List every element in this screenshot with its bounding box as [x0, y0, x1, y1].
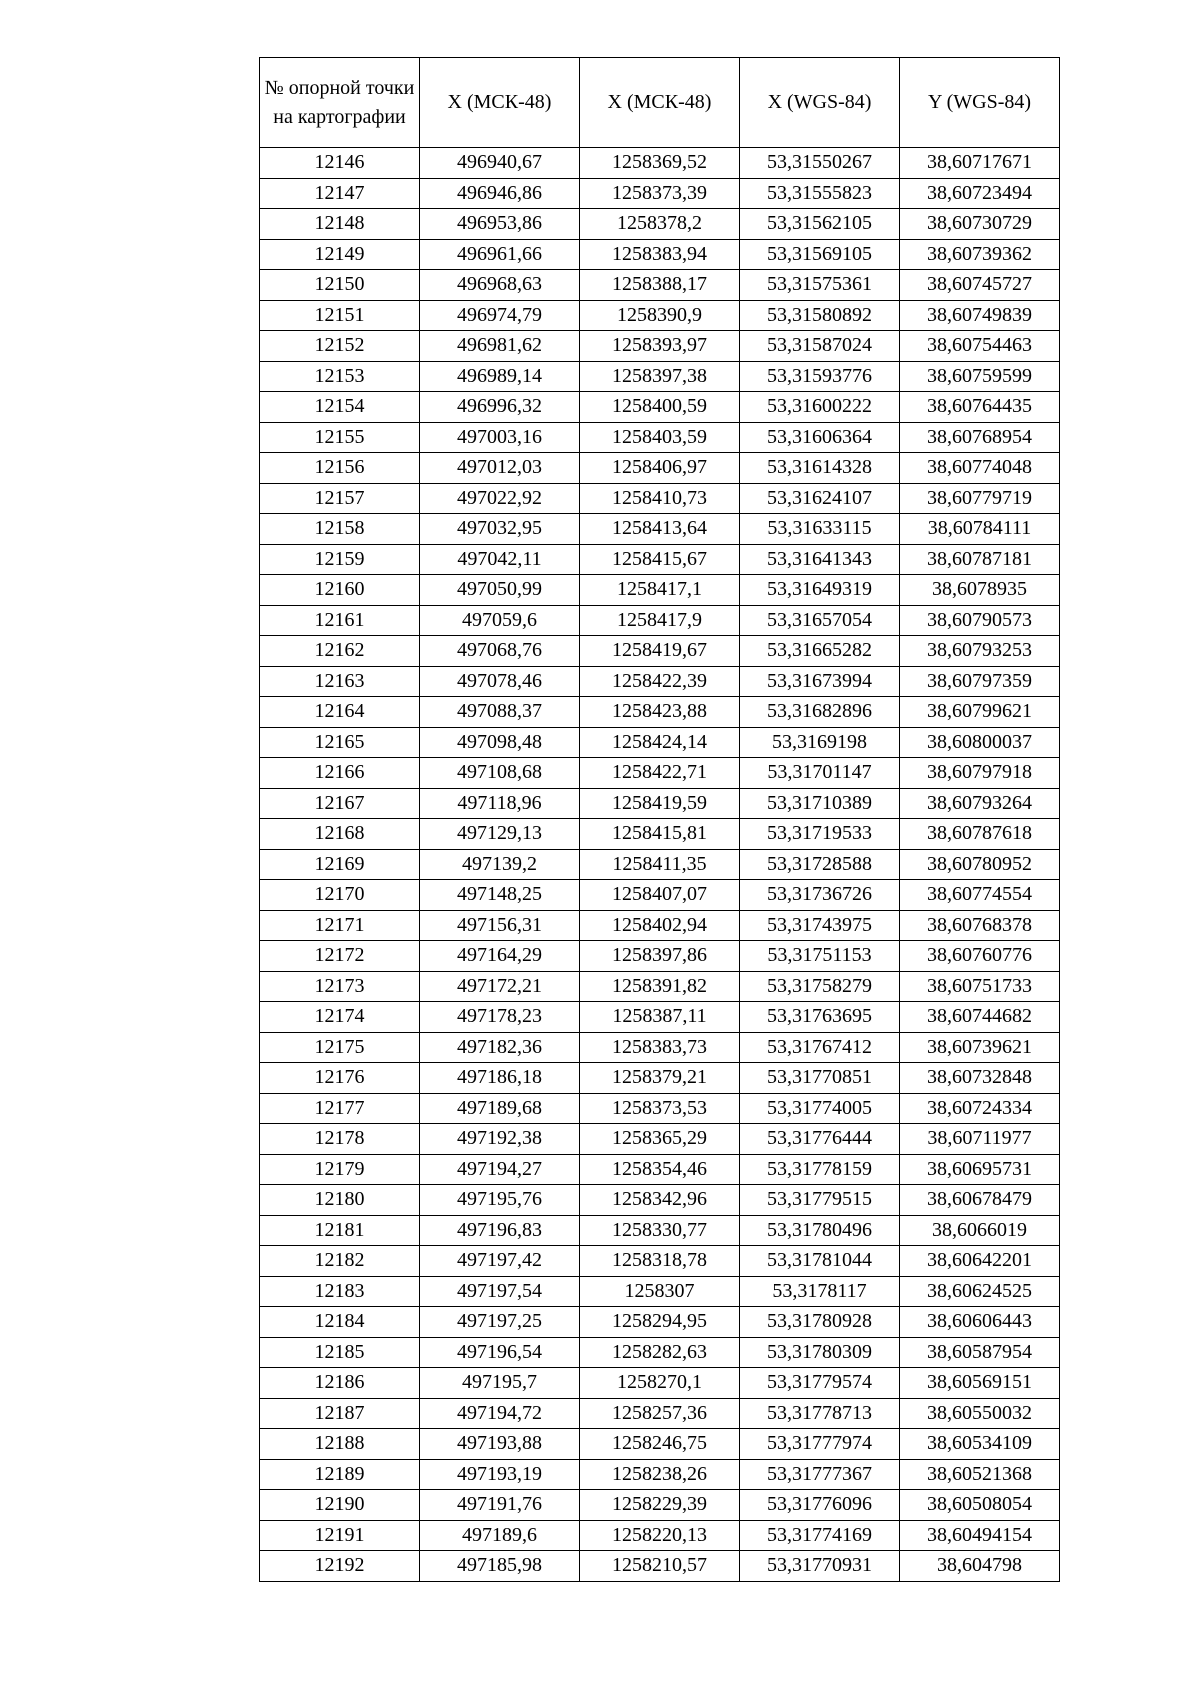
- cell-x-wgs84: 53,31751153: [740, 941, 900, 972]
- table-row: [260, 880, 1060, 911]
- cell-y-wgs84: 38,60494154: [900, 1520, 1060, 1551]
- cell-x-wgs84: 53,3169198: [740, 727, 900, 758]
- cell-point-number: 12160: [260, 575, 420, 606]
- table-row: [260, 1307, 1060, 1338]
- cell-point-number: 12190: [260, 1490, 420, 1521]
- cell-x-msk48: 497197,54: [420, 1276, 580, 1307]
- cell-x-msk48-second: 1258270,1: [580, 1368, 740, 1399]
- cell-y-wgs84: 38,60774554: [900, 880, 1060, 911]
- cell-point-number: 12173: [260, 971, 420, 1002]
- cell-x-wgs84: 53,31767412: [740, 1032, 900, 1063]
- table-row: [260, 300, 1060, 331]
- cell-x-msk48-second: 1258413,64: [580, 514, 740, 545]
- cell-x-wgs84: 53,31614328: [740, 453, 900, 484]
- cell-x-msk48-second: 1258422,71: [580, 758, 740, 789]
- cell-y-wgs84: 38,60642201: [900, 1246, 1060, 1277]
- cell-x-wgs84: 53,31777367: [740, 1459, 900, 1490]
- cell-x-wgs84: 53,31606364: [740, 422, 900, 453]
- cell-x-wgs84: 53,31770931: [740, 1551, 900, 1582]
- cell-x-msk48: 497193,19: [420, 1459, 580, 1490]
- cell-point-number: 12167: [260, 788, 420, 819]
- cell-x-wgs84: 53,31593776: [740, 361, 900, 392]
- header-x-wgs84: X (WGS-84): [740, 58, 900, 148]
- table-row: [260, 453, 1060, 484]
- cell-point-number: 12187: [260, 1398, 420, 1429]
- cell-point-number: 12176: [260, 1063, 420, 1094]
- cell-x-wgs84: 53,31781044: [740, 1246, 900, 1277]
- cell-x-msk48: 496974,79: [420, 300, 580, 331]
- cell-y-wgs84: 38,60624525: [900, 1276, 1060, 1307]
- cell-x-wgs84: 53,31780309: [740, 1337, 900, 1368]
- cell-x-wgs84: 53,31780928: [740, 1307, 900, 1338]
- cell-x-msk48: 497196,83: [420, 1215, 580, 1246]
- cell-x-msk48: 497186,18: [420, 1063, 580, 1094]
- header-x-msk48-second: X (МСК-48): [580, 58, 740, 148]
- table-row: [260, 422, 1060, 453]
- cell-y-wgs84: 38,60744682: [900, 1002, 1060, 1033]
- cell-x-msk48-second: 1258282,63: [580, 1337, 740, 1368]
- table-row: [260, 1276, 1060, 1307]
- cell-y-wgs84: 38,60799621: [900, 697, 1060, 728]
- cell-point-number: 12179: [260, 1154, 420, 1185]
- cell-point-number: 12189: [260, 1459, 420, 1490]
- cell-x-msk48: 497098,48: [420, 727, 580, 758]
- cell-x-msk48: 497197,25: [420, 1307, 580, 1338]
- cell-x-msk48-second: 1258406,97: [580, 453, 740, 484]
- table-row: [260, 1490, 1060, 1521]
- header-y-wgs84: Y (WGS-84): [900, 58, 1060, 148]
- table-row: [260, 1520, 1060, 1551]
- table-row: [260, 148, 1060, 179]
- cell-point-number: 12165: [260, 727, 420, 758]
- cell-x-msk48: 497191,76: [420, 1490, 580, 1521]
- table-row: [260, 1154, 1060, 1185]
- cell-x-wgs84: 53,31575361: [740, 270, 900, 301]
- cell-x-msk48-second: 1258391,82: [580, 971, 740, 1002]
- cell-y-wgs84: 38,60779719: [900, 483, 1060, 514]
- cell-point-number: 12172: [260, 941, 420, 972]
- cell-y-wgs84: 38,60695731: [900, 1154, 1060, 1185]
- cell-y-wgs84: 38,60768378: [900, 910, 1060, 941]
- cell-x-msk48: 497178,23: [420, 1002, 580, 1033]
- cell-y-wgs84: 38,60787181: [900, 544, 1060, 575]
- cell-x-wgs84: 53,31600222: [740, 392, 900, 423]
- header-x-msk48: X (МСК-48): [420, 58, 580, 148]
- cell-x-msk48: 497194,27: [420, 1154, 580, 1185]
- cell-x-msk48-second: 1258419,59: [580, 788, 740, 819]
- cell-x-msk48-second: 1258387,11: [580, 1002, 740, 1033]
- table-row: [260, 239, 1060, 270]
- table-row: [260, 209, 1060, 240]
- cell-y-wgs84: 38,60534109: [900, 1429, 1060, 1460]
- table-row: [260, 758, 1060, 789]
- cell-x-wgs84: 53,31682896: [740, 697, 900, 728]
- table-row: [260, 788, 1060, 819]
- cell-point-number: 12181: [260, 1215, 420, 1246]
- cell-x-msk48: 497193,88: [420, 1429, 580, 1460]
- table-row: [260, 666, 1060, 697]
- cell-point-number: 12156: [260, 453, 420, 484]
- cell-x-msk48-second: 1258417,1: [580, 575, 740, 606]
- table-row: [260, 1185, 1060, 1216]
- cell-x-msk48: 496946,86: [420, 178, 580, 209]
- cell-y-wgs84: 38,60774048: [900, 453, 1060, 484]
- table-row: [260, 1093, 1060, 1124]
- table-body: [260, 148, 1060, 1582]
- cell-point-number: 12185: [260, 1337, 420, 1368]
- cell-x-wgs84: 53,31569105: [740, 239, 900, 270]
- table-row: [260, 1215, 1060, 1246]
- cell-y-wgs84: 38,60723494: [900, 178, 1060, 209]
- cell-x-msk48: 497012,03: [420, 453, 580, 484]
- cell-x-msk48-second: 1258369,52: [580, 148, 740, 179]
- cell-y-wgs84: 38,60508054: [900, 1490, 1060, 1521]
- cell-y-wgs84: 38,60587954: [900, 1337, 1060, 1368]
- cell-y-wgs84: 38,60550032: [900, 1398, 1060, 1429]
- cell-x-msk48: 497189,6: [420, 1520, 580, 1551]
- cell-x-msk48: 497108,68: [420, 758, 580, 789]
- cell-x-msk48-second: 1258407,07: [580, 880, 740, 911]
- table-row: [260, 331, 1060, 362]
- table-row: [260, 1429, 1060, 1460]
- table-row: [260, 575, 1060, 606]
- cell-x-msk48-second: 1258415,67: [580, 544, 740, 575]
- cell-point-number: 12157: [260, 483, 420, 514]
- table-row: [260, 1551, 1060, 1582]
- table-row: [260, 1246, 1060, 1277]
- cell-x-msk48: 497059,6: [420, 605, 580, 636]
- table-row: [260, 1337, 1060, 1368]
- cell-x-msk48-second: 1258411,35: [580, 849, 740, 880]
- cell-x-msk48-second: 1258294,95: [580, 1307, 740, 1338]
- cell-point-number: 12147: [260, 178, 420, 209]
- cell-y-wgs84: 38,60739362: [900, 239, 1060, 270]
- cell-point-number: 12158: [260, 514, 420, 545]
- table-row: [260, 1032, 1060, 1063]
- header-point-number: № опорной точки на картографии: [260, 58, 420, 148]
- cell-x-msk48: 497003,16: [420, 422, 580, 453]
- table-row: [260, 1368, 1060, 1399]
- cell-x-msk48-second: 1258354,46: [580, 1154, 740, 1185]
- cell-x-msk48-second: 1258417,9: [580, 605, 740, 636]
- cell-y-wgs84: 38,60521368: [900, 1459, 1060, 1490]
- cell-point-number: 12151: [260, 300, 420, 331]
- cell-x-msk48: 496953,86: [420, 209, 580, 240]
- cell-point-number: 12159: [260, 544, 420, 575]
- cell-x-msk48-second: 1258397,86: [580, 941, 740, 972]
- cell-x-msk48-second: 1258383,94: [580, 239, 740, 270]
- cell-x-wgs84: 53,31673994: [740, 666, 900, 697]
- cell-x-wgs84: 53,31710389: [740, 788, 900, 819]
- cell-x-msk48-second: 1258378,2: [580, 209, 740, 240]
- cell-x-msk48: 497156,31: [420, 910, 580, 941]
- cell-point-number: 12163: [260, 666, 420, 697]
- cell-y-wgs84: 38,6066019: [900, 1215, 1060, 1246]
- cell-point-number: 12192: [260, 1551, 420, 1582]
- cell-point-number: 12184: [260, 1307, 420, 1338]
- cell-x-msk48: 497068,76: [420, 636, 580, 667]
- cell-x-msk48: 497172,21: [420, 971, 580, 1002]
- table-row: [260, 514, 1060, 545]
- cell-point-number: 12152: [260, 331, 420, 362]
- cell-point-number: 12164: [260, 697, 420, 728]
- cell-point-number: 12150: [260, 270, 420, 301]
- cell-y-wgs84: 38,60732848: [900, 1063, 1060, 1094]
- cell-x-msk48-second: 1258238,26: [580, 1459, 740, 1490]
- cell-x-msk48-second: 1258415,81: [580, 819, 740, 850]
- cell-x-msk48: 497032,95: [420, 514, 580, 545]
- cell-x-wgs84: 53,31562105: [740, 209, 900, 240]
- cell-x-msk48-second: 1258383,73: [580, 1032, 740, 1063]
- cell-y-wgs84: 38,60759599: [900, 361, 1060, 392]
- cell-x-msk48-second: 1258424,14: [580, 727, 740, 758]
- cell-x-msk48: 497118,96: [420, 788, 580, 819]
- cell-point-number: 12178: [260, 1124, 420, 1155]
- cell-x-msk48: 497042,11: [420, 544, 580, 575]
- cell-y-wgs84: 38,60717671: [900, 148, 1060, 179]
- table-header: [260, 58, 1060, 148]
- cell-y-wgs84: 38,60780952: [900, 849, 1060, 880]
- cell-point-number: 12155: [260, 422, 420, 453]
- cell-y-wgs84: 38,60784111: [900, 514, 1060, 545]
- table-row: [260, 636, 1060, 667]
- cell-y-wgs84: 38,60797918: [900, 758, 1060, 789]
- cell-x-msk48: 496996,32: [420, 392, 580, 423]
- cell-point-number: 12168: [260, 819, 420, 850]
- header-row: [260, 58, 1060, 148]
- cell-y-wgs84: 38,60711977: [900, 1124, 1060, 1155]
- cell-x-msk48-second: 1258403,59: [580, 422, 740, 453]
- cell-x-msk48-second: 1258220,13: [580, 1520, 740, 1551]
- cell-y-wgs84: 38,60760776: [900, 941, 1060, 972]
- cell-y-wgs84: 38,60797359: [900, 666, 1060, 697]
- table-row: [260, 361, 1060, 392]
- cell-x-msk48: 497148,25: [420, 880, 580, 911]
- cell-y-wgs84: 38,60745727: [900, 270, 1060, 301]
- cell-x-wgs84: 53,31777974: [740, 1429, 900, 1460]
- cell-x-wgs84: 53,31550267: [740, 148, 900, 179]
- cell-x-msk48-second: 1258365,29: [580, 1124, 740, 1155]
- cell-y-wgs84: 38,60764435: [900, 392, 1060, 423]
- cell-x-wgs84: 53,31776096: [740, 1490, 900, 1521]
- cell-y-wgs84: 38,60739621: [900, 1032, 1060, 1063]
- cell-point-number: 12162: [260, 636, 420, 667]
- table-row: [260, 178, 1060, 209]
- cell-x-msk48-second: 1258373,53: [580, 1093, 740, 1124]
- table-row: [260, 819, 1060, 850]
- cell-point-number: 12166: [260, 758, 420, 789]
- cell-x-wgs84: 53,31763695: [740, 1002, 900, 1033]
- cell-x-wgs84: 53,3178117: [740, 1276, 900, 1307]
- cell-point-number: 12154: [260, 392, 420, 423]
- cell-point-number: 12148: [260, 209, 420, 240]
- cell-x-msk48-second: 1258210,57: [580, 1551, 740, 1582]
- cell-x-msk48-second: 1258419,67: [580, 636, 740, 667]
- cell-x-wgs84: 53,31657054: [740, 605, 900, 636]
- cell-x-wgs84: 53,31774005: [740, 1093, 900, 1124]
- cell-point-number: 12149: [260, 239, 420, 270]
- cell-y-wgs84: 38,60790573: [900, 605, 1060, 636]
- cell-x-wgs84: 53,31649319: [740, 575, 900, 606]
- cell-point-number: 12186: [260, 1368, 420, 1399]
- cell-point-number: 12175: [260, 1032, 420, 1063]
- cell-x-msk48-second: 1258330,77: [580, 1215, 740, 1246]
- cell-x-wgs84: 53,31743975: [740, 910, 900, 941]
- cell-x-msk48-second: 1258318,78: [580, 1246, 740, 1277]
- table-row: [260, 910, 1060, 941]
- table-row: [260, 1459, 1060, 1490]
- cell-x-wgs84: 53,31641343: [740, 544, 900, 575]
- cell-y-wgs84: 38,60678479: [900, 1185, 1060, 1216]
- cell-x-msk48: 497139,2: [420, 849, 580, 880]
- cell-x-msk48: 497185,98: [420, 1551, 580, 1582]
- cell-x-msk48: 497196,54: [420, 1337, 580, 1368]
- cell-x-msk48-second: 1258379,21: [580, 1063, 740, 1094]
- cell-x-msk48: 497129,13: [420, 819, 580, 850]
- table-row: [260, 392, 1060, 423]
- table-row: [260, 544, 1060, 575]
- cell-x-msk48: 497197,42: [420, 1246, 580, 1277]
- cell-x-wgs84: 53,31774169: [740, 1520, 900, 1551]
- table-row: [260, 270, 1060, 301]
- cell-x-wgs84: 53,31633115: [740, 514, 900, 545]
- cell-x-msk48-second: 1258342,96: [580, 1185, 740, 1216]
- cell-point-number: 12174: [260, 1002, 420, 1033]
- cell-point-number: 12182: [260, 1246, 420, 1277]
- cell-x-msk48-second: 1258388,17: [580, 270, 740, 301]
- cell-x-msk48: 497088,37: [420, 697, 580, 728]
- cell-x-msk48: 496989,14: [420, 361, 580, 392]
- cell-point-number: 12183: [260, 1276, 420, 1307]
- cell-y-wgs84: 38,60793264: [900, 788, 1060, 819]
- cell-x-wgs84: 53,31770851: [740, 1063, 900, 1094]
- cell-y-wgs84: 38,60730729: [900, 209, 1060, 240]
- table-row: [260, 1124, 1060, 1155]
- cell-x-msk48: 497195,7: [420, 1368, 580, 1399]
- cell-x-wgs84: 53,31758279: [740, 971, 900, 1002]
- table-row: [260, 1063, 1060, 1094]
- cell-x-wgs84: 53,31580892: [740, 300, 900, 331]
- cell-y-wgs84: 38,60754463: [900, 331, 1060, 362]
- cell-x-wgs84: 53,31555823: [740, 178, 900, 209]
- table-row: [260, 483, 1060, 514]
- cell-x-msk48-second: 1258410,73: [580, 483, 740, 514]
- cell-x-msk48-second: 1258402,94: [580, 910, 740, 941]
- cell-x-msk48: 497189,68: [420, 1093, 580, 1124]
- cell-y-wgs84: 38,60800037: [900, 727, 1060, 758]
- cell-x-wgs84: 53,31779515: [740, 1185, 900, 1216]
- table-row: [260, 849, 1060, 880]
- cell-point-number: 12170: [260, 880, 420, 911]
- cell-x-msk48: 497050,99: [420, 575, 580, 606]
- cell-x-msk48: 497182,36: [420, 1032, 580, 1063]
- cell-x-msk48-second: 1258307: [580, 1276, 740, 1307]
- table-row: [260, 1002, 1060, 1033]
- cell-point-number: 12146: [260, 148, 420, 179]
- cell-x-wgs84: 53,31624107: [740, 483, 900, 514]
- cell-y-wgs84: 38,60749839: [900, 300, 1060, 331]
- cell-point-number: 12191: [260, 1520, 420, 1551]
- table-row: [260, 971, 1060, 1002]
- cell-y-wgs84: 38,60724334: [900, 1093, 1060, 1124]
- cell-x-wgs84: 53,31728588: [740, 849, 900, 880]
- cell-x-msk48: 497078,46: [420, 666, 580, 697]
- cell-x-msk48: 496940,67: [420, 148, 580, 179]
- cell-point-number: 12180: [260, 1185, 420, 1216]
- cell-x-msk48-second: 1258229,39: [580, 1490, 740, 1521]
- cell-x-msk48-second: 1258257,36: [580, 1398, 740, 1429]
- cell-x-wgs84: 53,31719533: [740, 819, 900, 850]
- cell-point-number: 12153: [260, 361, 420, 392]
- table-row: [260, 697, 1060, 728]
- cell-x-msk48-second: 1258400,59: [580, 392, 740, 423]
- cell-x-msk48: 497195,76: [420, 1185, 580, 1216]
- cell-x-msk48: 496981,62: [420, 331, 580, 362]
- cell-point-number: 12171: [260, 910, 420, 941]
- table-row: [260, 605, 1060, 636]
- cell-y-wgs84: 38,60768954: [900, 422, 1060, 453]
- coordinates-table: [259, 57, 1060, 1582]
- cell-x-msk48-second: 1258397,38: [580, 361, 740, 392]
- cell-x-wgs84: 53,31665282: [740, 636, 900, 667]
- cell-x-msk48: 497022,92: [420, 483, 580, 514]
- cell-y-wgs84: 38,6078935: [900, 575, 1060, 606]
- cell-x-msk48-second: 1258393,97: [580, 331, 740, 362]
- cell-x-wgs84: 53,31778159: [740, 1154, 900, 1185]
- table-row: [260, 727, 1060, 758]
- cell-x-msk48-second: 1258373,39: [580, 178, 740, 209]
- cell-point-number: 12177: [260, 1093, 420, 1124]
- cell-y-wgs84: 38,60606443: [900, 1307, 1060, 1338]
- cell-x-wgs84: 53,31701147: [740, 758, 900, 789]
- cell-x-wgs84: 53,31779574: [740, 1368, 900, 1399]
- cell-x-wgs84: 53,31736726: [740, 880, 900, 911]
- cell-x-msk48: 497164,29: [420, 941, 580, 972]
- cell-x-msk48-second: 1258423,88: [580, 697, 740, 728]
- cell-y-wgs84: 38,60793253: [900, 636, 1060, 667]
- cell-x-wgs84: 53,31587024: [740, 331, 900, 362]
- cell-x-msk48: 496961,66: [420, 239, 580, 270]
- table-row: [260, 941, 1060, 972]
- cell-x-wgs84: 53,31776444: [740, 1124, 900, 1155]
- cell-y-wgs84: 38,60787618: [900, 819, 1060, 850]
- cell-y-wgs84: 38,60751733: [900, 971, 1060, 1002]
- cell-point-number: 12188: [260, 1429, 420, 1460]
- cell-x-msk48: 497192,38: [420, 1124, 580, 1155]
- cell-x-wgs84: 53,31780496: [740, 1215, 900, 1246]
- cell-x-wgs84: 53,31778713: [740, 1398, 900, 1429]
- cell-point-number: 12169: [260, 849, 420, 880]
- table-row: [260, 1398, 1060, 1429]
- cell-y-wgs84: 38,60569151: [900, 1368, 1060, 1399]
- cell-point-number: 12161: [260, 605, 420, 636]
- cell-x-msk48: 497194,72: [420, 1398, 580, 1429]
- cell-y-wgs84: 38,604798: [900, 1551, 1060, 1582]
- cell-x-msk48-second: 1258246,75: [580, 1429, 740, 1460]
- cell-x-msk48-second: 1258390,9: [580, 300, 740, 331]
- cell-x-msk48-second: 1258422,39: [580, 666, 740, 697]
- cell-x-msk48: 496968,63: [420, 270, 580, 301]
